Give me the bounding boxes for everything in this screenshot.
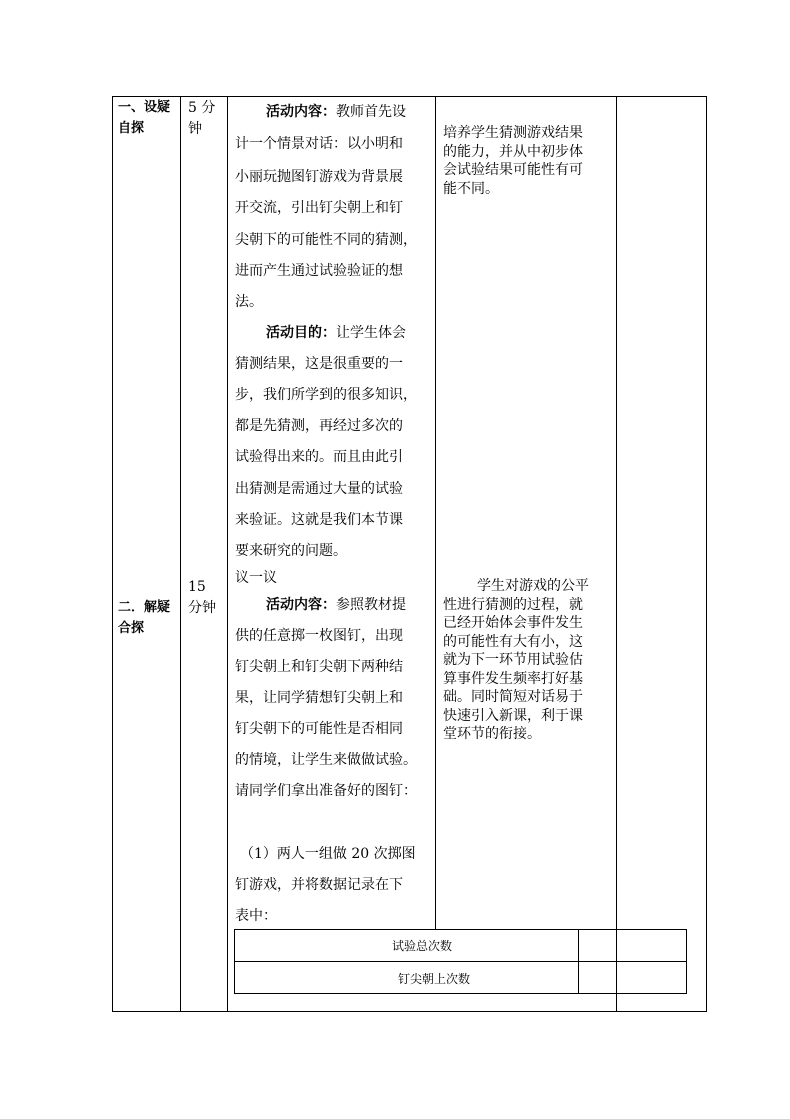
purpose-line: 学生对游戏的公平 — [477, 578, 589, 594]
content-text: 参照教材提 — [336, 597, 406, 613]
content-line: 都是先猜测，再经过多次的 — [235, 418, 403, 434]
content-line: 钉尖朝上和钉尖朝下两种结 — [235, 659, 403, 675]
purpose-line: 会试验结果可能性有可 — [443, 162, 583, 178]
task-line: 钉游戏，并将数据记录在下 — [235, 877, 403, 893]
table-divider-3 — [435, 96, 436, 930]
table-divider-2 — [227, 96, 228, 1012]
task-line: 表中： — [235, 908, 277, 924]
purpose-line: 培养学生猜测游戏结果 — [443, 125, 583, 141]
stage-label-1a: 一、设疑 — [118, 100, 171, 115]
purpose-line: 就为下一环节用试验估 — [443, 652, 583, 668]
table-border-left — [112, 96, 113, 1012]
content-line: 要来研究的问题。 — [235, 543, 347, 559]
time-label-1b: 钟 — [188, 121, 202, 137]
content-line: 请同学们拿出准备好的图钉： — [235, 783, 417, 799]
purpose-line: 性进行猜测的过程，就 — [443, 596, 583, 613]
record-table-border-top — [234, 929, 687, 930]
content-line: 试验得出来的。而且由此引 — [235, 449, 403, 465]
stage-label-2a: 二．解疑 — [118, 600, 171, 615]
purpose-line: 的可能性有大有小，这 — [443, 633, 583, 650]
purpose-line: 已经开始体会事件发生 — [443, 615, 583, 631]
content-line: 钉尖朝下的可能性是否相同 — [235, 721, 403, 737]
table-divider-1 — [180, 96, 181, 1012]
content-text: 教师首先设 — [336, 104, 406, 120]
table-border-right — [706, 96, 707, 1012]
stage-label-2b: 合探 — [118, 621, 145, 636]
purpose-line: 的能力，并从中初步体 — [443, 143, 583, 160]
content-bold-lead: 活动内容： — [266, 104, 336, 120]
content-line: 进而产生通过试验验证的想 — [235, 263, 403, 279]
time-label-2a: 15 — [188, 579, 206, 595]
time-label-1a: 5 分 — [188, 100, 216, 116]
content-line: 步，我们所学到的很多知识， — [235, 387, 417, 403]
purpose-line: 算事件发生频率打好基 — [443, 670, 583, 687]
design-purpose-1 — [443, 124, 613, 198]
record-table-border-bottom — [234, 993, 687, 994]
content-line: 来验证。这就是我们本节课 — [235, 512, 403, 528]
content-line — [266, 101, 406, 121]
purpose-line: 快速引入新课，利于课 — [443, 707, 583, 724]
content-text: 让学生体会 — [336, 325, 406, 341]
content-bold-lead: 活动目的： — [266, 325, 336, 341]
content-line: 尖朝下的可能性不同的猜测， — [235, 232, 417, 248]
content-line: 开交流，引出钉尖朝上和钉 — [235, 200, 403, 216]
purpose-line: 堂环节的衔接。 — [443, 726, 541, 742]
content-line: 小丽玩抛图钉游戏为背景展 — [235, 169, 403, 185]
record-table — [234, 929, 687, 993]
table-border-bottom — [112, 1011, 707, 1012]
record-table-border-mid — [234, 961, 687, 962]
content-line: 供的任意掷一枚图钉，出现 — [235, 628, 403, 644]
design-purpose-2 — [443, 577, 613, 744]
content-line: 法。 — [235, 294, 263, 310]
content-line: 计一个情景对话：以小明和 — [235, 136, 403, 152]
content-line: 的情境，让学生来做做试验。 — [235, 752, 417, 768]
stage-label-1b: 自探 — [118, 121, 145, 136]
record-table-label: 钉尖朝上次数 — [397, 972, 470, 986]
purpose-line: 础。同时简短对话易于 — [443, 689, 583, 705]
record-table-label: 试验总次数 — [391, 939, 452, 953]
task-line: （1）两人一组做 20 次掷图 — [240, 846, 416, 862]
content-line: 果，让同学猜想钉尖朝上和 — [235, 690, 403, 706]
content-line: 猜测结果，这是很重要的一 — [235, 356, 403, 372]
table-divider-4 — [616, 96, 617, 1012]
section-heading: 议一议 — [235, 570, 277, 586]
content-bold-lead: 活动内容： — [266, 597, 336, 613]
table-border-top — [112, 96, 707, 97]
content-line — [266, 594, 406, 614]
content-line — [266, 322, 406, 342]
purpose-line: 能不同。 — [443, 180, 499, 197]
record-table-border-right — [686, 929, 687, 994]
time-label-2b: 分钟 — [188, 600, 216, 616]
content-line: 出猜测是需通过大量的试验 — [235, 481, 403, 497]
